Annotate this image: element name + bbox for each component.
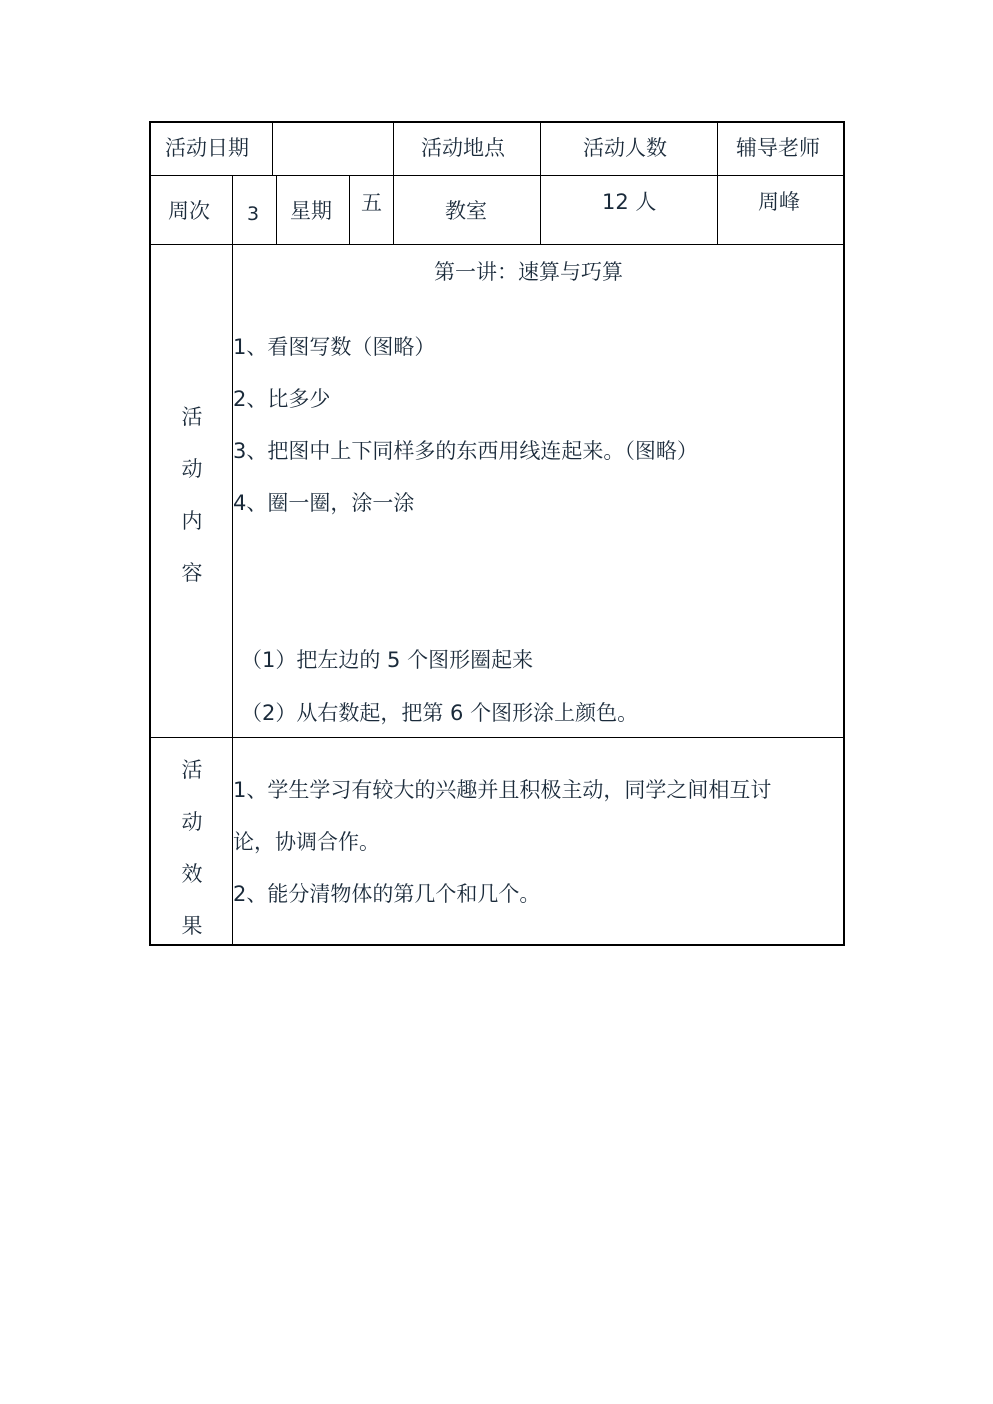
row-divider [151, 175, 845, 176]
effect-label-char: 动 [181, 810, 203, 834]
col-divider [717, 123, 718, 244]
content-item: 2、比多少 [233, 387, 331, 411]
row-divider [151, 737, 845, 738]
week-value: 3 [247, 203, 260, 225]
col-divider [393, 175, 394, 244]
content-label-char: 内 [181, 509, 203, 533]
content-label-char: 动 [181, 457, 203, 481]
activity-date-label: 活动日期 [165, 136, 249, 160]
col-divider [540, 123, 541, 244]
col-divider [349, 175, 350, 244]
lecture-title: 第一讲：速算与巧算 [434, 260, 623, 284]
content-label [177, 401, 207, 609]
effect-label-char: 果 [181, 914, 203, 938]
effect-line: 2、能分清物体的第几个和几个。 [233, 882, 541, 906]
week-label: 周次 [168, 199, 210, 223]
content-item: 4、圈一圈，涂一涂 [233, 491, 415, 515]
activity-record-form [149, 121, 845, 946]
content-sub-item: （2）从右数起，把第 6 个图形涂上颜色。 [241, 701, 639, 725]
content-label-char: 活 [181, 405, 203, 429]
count-label: 活动人数 [583, 136, 667, 160]
content-item: 1、看图写数（图略） [233, 335, 436, 359]
location-value: 教室 [445, 199, 487, 223]
content-label-char: 容 [181, 561, 203, 585]
content-item: 3、把图中上下同样多的东西用线连起来。（图略） [233, 439, 698, 463]
row-divider [151, 244, 845, 245]
effect-line: 论，协调合作。 [233, 830, 380, 854]
content-sub-item: （1）把左边的 5 个图形圈起来 [241, 648, 534, 672]
effect-label [177, 754, 207, 962]
count-value: 12 人 [602, 190, 657, 214]
weekday-value: 五 [361, 191, 382, 215]
teacher-value: 周峰 [758, 190, 800, 214]
col-divider [272, 123, 273, 175]
location-label: 活动地点 [421, 136, 505, 160]
col-divider [393, 123, 394, 175]
teacher-label: 辅导老师 [736, 136, 820, 160]
effect-label-char: 效 [181, 862, 203, 886]
effect-label-char: 活 [181, 758, 203, 782]
effect-line: 1、学生学习有较大的兴趣并且积极主动，同学之间相互讨 [233, 778, 772, 802]
col-divider [276, 175, 277, 244]
weekday-label: 星期 [290, 199, 332, 223]
